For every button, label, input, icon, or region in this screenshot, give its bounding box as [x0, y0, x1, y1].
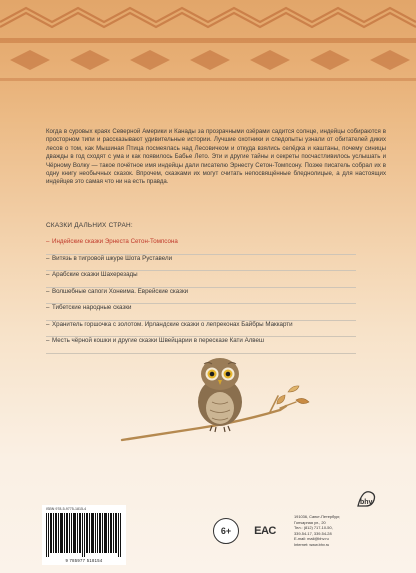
book-title: Витязь в тигровой шкуре Шота Руставели — [52, 254, 173, 262]
barcode-icon — [46, 513, 122, 557]
address-line: 191036, Санкт-Петербург, — [294, 514, 341, 519]
isbn-label: ISBN 978-5-9775-1815-4 — [46, 507, 87, 511]
tribal-pattern-decoration — [0, 0, 416, 90]
address-line: E-mail: mail@bhv.ru — [294, 536, 329, 542]
barcode-digits: 9 785977 518154 — [65, 558, 103, 563]
book-item-indian-tales[interactable] — [46, 238, 356, 255]
address-line: Internet: www.bhv.ru — [294, 541, 330, 547]
owl-on-branch-illustration — [120, 340, 310, 450]
series-book-list — [46, 238, 356, 354]
book-title: Тибетские народные сказки — [52, 304, 132, 311]
publisher-logo-text: bhv — [360, 499, 373, 506]
book-title: Хранитель горшочка с золотом. Ирландские сказки о лепреконах Байбры Маккарти — [52, 320, 293, 328]
publisher-address — [294, 514, 374, 548]
book-item-tibetan-tales[interactable] — [46, 304, 356, 321]
book-item-arabian-tales[interactable] — [46, 271, 356, 288]
book-bullet: – — [46, 271, 50, 278]
address-line: Тел.: (812) 717-10-50, — [294, 525, 333, 531]
book-bullet: – — [46, 287, 50, 295]
book-item-irish-tales[interactable] — [46, 321, 356, 338]
series-title: СКАЗКИ ДАЛЬНИХ СТРАН: — [46, 222, 133, 229]
eac-certification-mark: EAC — [254, 525, 276, 537]
book-title: Волшебные сапоги Хонеима. Еврейские сказки — [52, 287, 189, 295]
book-bullet: – — [46, 238, 50, 245]
book-bullet: – — [46, 304, 50, 311]
book-bullet: – — [46, 254, 50, 262]
intro-paragraph: Когда в суровых краях Северной Америки и Канады за прозрачными озёрами садится солнце, индейцы собираются в просторном типи и рассказывают удивительные истории. Лучшие охотники и следопыты узнали от обитателей диких лесов о том, как Мышиная Птица посмеялась над Лесовичком и откуда взялись селёдка и каштаны, почему синицы дважды в год сходят с ума и как появилось Бабье Лето. Эти и другие тайны и секреты посчастливилось услышать и Чёрному Волку — такое почётное имя индейцы дали писателю Эрнесту Сетон-Томпсону. Позже писатель собрал их в одну книгу необычных сказок. Впрочем, сказками их могут считать непосвящённые бледнолицые, а для настоящих индейцев это самая что ни на есть правда. — [46, 128, 386, 186]
address-line: 339-54-17, 339-54-28 — [294, 530, 332, 536]
book-bullet: – — [46, 320, 50, 328]
book-item-vityaz[interactable] — [46, 255, 356, 272]
book-title: Месть чёрной кошки и другие сказки Швейцарии в пересказе Кати Алвеш — [52, 337, 264, 344]
publisher-logo-icon — [355, 489, 381, 509]
book-bullet: – — [46, 337, 50, 344]
book-item-jewish-tales[interactable] — [46, 288, 356, 305]
age-rating-badge: 6+ — [213, 518, 239, 544]
address-line: Гончарная ул., 20 — [294, 519, 326, 525]
book-title: Индейские сказки Эрнеста Сетон-Томпсона — [52, 238, 178, 245]
book-title: Арабские сказки Шахерезады — [52, 271, 138, 278]
barcode-block — [42, 505, 126, 565]
